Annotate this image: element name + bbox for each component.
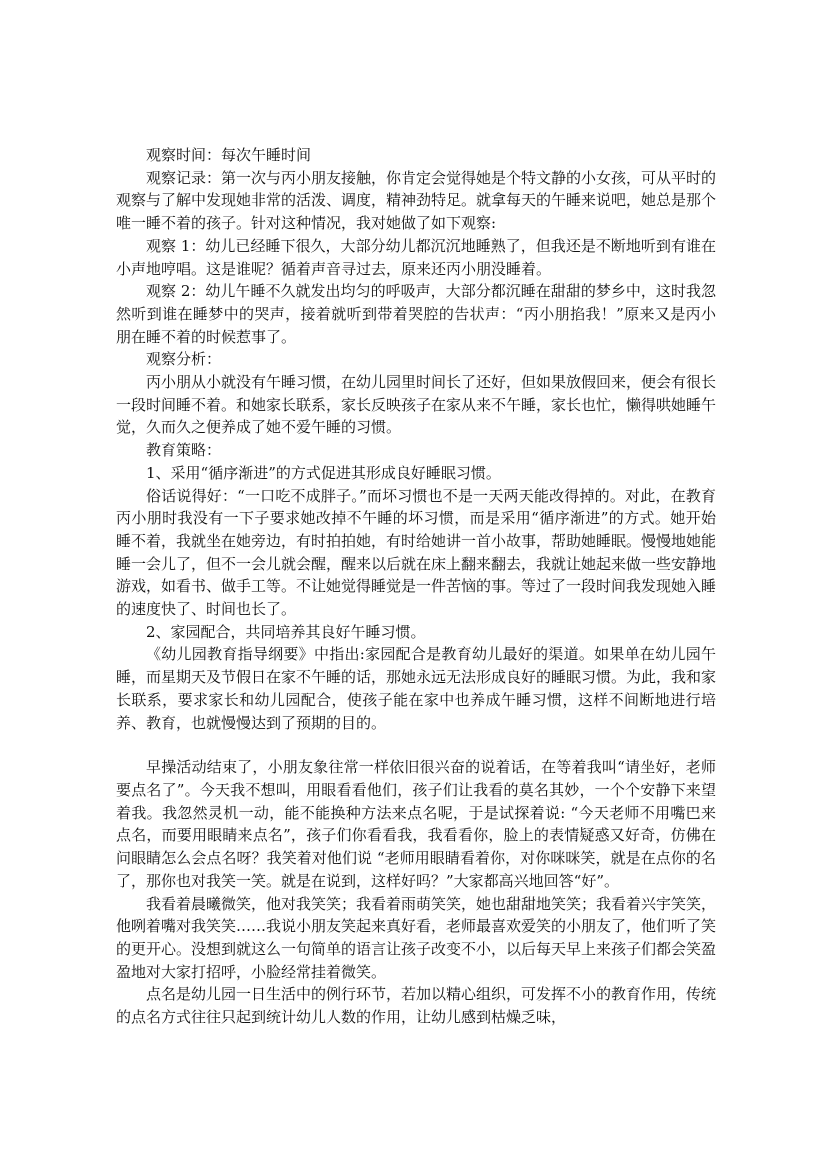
roll-call-story: 早操活动结束了，小朋友象往常一样依旧很兴奋的说着话，在等着我叫“请坐好，老师要点名了”。今天我不想叫，用眼看看他们，孩子们让我看的莫名其妙，一个个安静下来望着我。我忽然灵机一动，能不能换种方法来点名呢，于是试探着说: “今天老师不用嘴巴来点名，而要用眼睛来点名”，孩子们你看看我，我看看你，脸上的表情疑惑又好奇，仿佛在问眼睛怎么会点名呀？我笑着对他们说 “老师用眼睛看着你，对你咪咪笑，就是在点你的名了，那你也对我笑一笑。就是在说到，这样好吗？”大家都高兴地回答“好”。 [116,758,716,890]
analysis-paragraph: 丙小朋从小就没有午睡习惯，在幼儿园里时间长了还好，但如果放假回来，便会有很长一段时间睡不着。和她家长联系，家长反映孩子在家从来不午睡，家长也忙，懒得哄她睡午觉，久而久之便养成了她不爱午睡的习惯。 [116,373,717,437]
roll-call-reflection: 点名是幼儿园一日生活中的例行环节，若加以精心组织，可发挥不小的教育作用，传统的点名方式往往只起到统计幼儿人数的作用，让幼儿感到枯燥乏味， [116,985,717,1027]
analysis-heading: 观察分析： [146,350,222,369]
document-body [116,144,716,1029]
strategy-heading: 教育策略： [146,441,222,460]
strategy-1-paragraph: 俗话说得好：“一口吃不成胖子。”而坏习惯也不是一天两天能改得掉的。对此，在教育丙小朋时我没有一下子要求她改掉不午睡的坏习惯，而是采用“循序渐进”的方式。她开始睡不着，我就坐在她旁边，有时拍拍她，有时给她讲一首小故事，帮助她睡眠。慢慢地她能睡一会儿了，但不一会儿就会醒，醒来以后就在床上翻来翻去，我就让她起来做一些安静地游戏，如看书、做手工等。不让她觉得睡觉是一件苦恼的事。等过了一段时间我发现她入睡的速度快了、时间也长了。 [116,486,717,619]
strategy-2-heading: 2、家园配合，共同培养其良好午睡习惯。 [146,622,426,641]
observation-2: 观察 2：幼儿午睡不久就发出均匀的呼吸声，大部分都沉睡在甜甜的梦乡中，这时我忽然听到谁在睡梦中的哭声，接着就听到带着哭腔的告状声：“丙小朋掐我！”原来又是丙小朋在睡不着的时候惹事了。 [116,282,716,346]
paragraph-gap [116,734,716,756]
observation-record: 观察记录：第一次与丙小朋友接触，你肯定会觉得她是个特文静的小女孩，可从平时的观察与了解中发现她非常的活泼、调度，精神劲特足。就拿每天的午睡来说吧，她总是那个唯一睡不着的孩子。针对这种情况，我对她做了如下观察: [116,168,717,233]
observation-time: 观察时间：每次午睡时间 [146,146,312,164]
strategy-1-heading: 1、采用“循序渐进”的方式促进其形成良好睡眠习惯。 [146,463,501,482]
smile-story: 我看着晨曦微笑，他对我笑笑；我看着雨萌笑笑，她也甜甜地笑笑；我看着兴宇笑笑，他咧着嘴对我笑笑……我说小朋友笑起来真好看，老师最喜欢爱笑的小朋友了，他们听了笑的更开心。没想到就这么一句简单的语言让孩子改变不小，以后每天早上来孩子们都会笑盈盈地对大家打招呼，小脸经常挂着微笑。 [116,894,717,981]
strategy-2-paragraph: 《幼儿园教育指导纲要》中指出:家园配合是教育幼儿最好的渠道。如果单在幼儿园午睡，而星期天及节假日在家不午睡的话，那她永远无法形成良好的睡眠习惯。为此，我和家长联系，要求家长和幼儿园配合，使孩子能在家中也养成午睡习惯，这样不间断地进行培养、教育，也就慢慢达到了预期的目的。 [116,645,717,732]
observation-1: 观察 1：幼儿已经睡下很久，大部分幼儿都沉沉地睡熟了，但我还是不断地听到有谁在小声地哼唱。这是谁呢？循着声音寻过去，原来还丙小朋没睡着。 [116,236,716,278]
